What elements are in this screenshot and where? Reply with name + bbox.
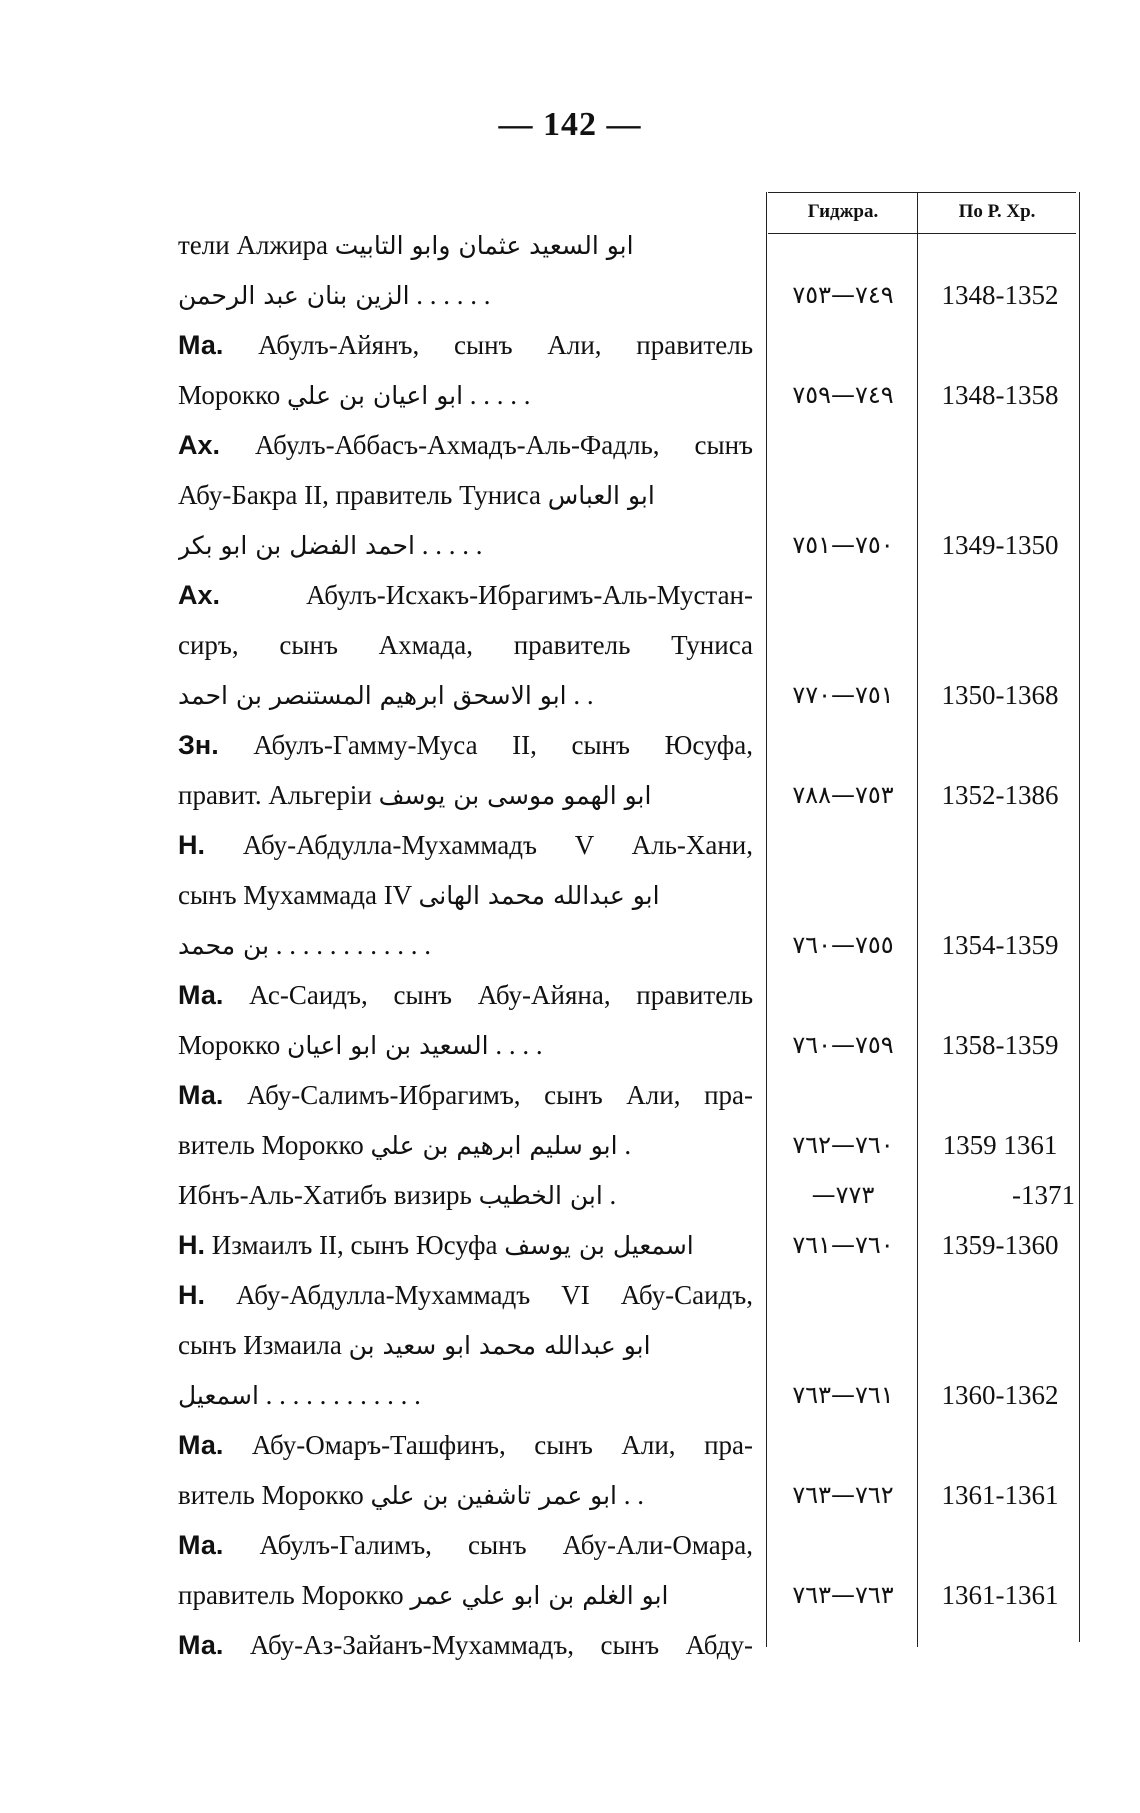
table-row bbox=[0, 1420, 1140, 1470]
entry-name: Абулъ-Аббасъ-Ахмадъ-Аль-Фадль, сынъ bbox=[254, 430, 753, 460]
dynasty-label: Ма. bbox=[178, 1080, 224, 1110]
hijra-years: ٧٥٩—٧٦٠ bbox=[792, 1031, 894, 1059]
gregorian-years bbox=[921, 1520, 1079, 1570]
entry-text bbox=[178, 820, 753, 870]
entry-text bbox=[178, 320, 753, 370]
gregorian-years bbox=[921, 970, 1079, 1020]
dynasty-label: Ма. bbox=[178, 1630, 224, 1660]
hijra-years: ٧٥٣—٧٨٨ bbox=[792, 781, 894, 809]
table-row bbox=[0, 270, 1140, 320]
entry-text bbox=[178, 1570, 753, 1620]
hijra-years: ٧٥١—٧٧٠ bbox=[792, 681, 894, 709]
entry-name: правит. Альгеріи bbox=[178, 780, 372, 810]
entry-name: Морокко bbox=[178, 1030, 281, 1060]
entry-name: сынъ Мухаммада IV bbox=[178, 880, 412, 910]
gregorian-years bbox=[921, 820, 1079, 870]
entry-text bbox=[178, 720, 753, 770]
entries-table bbox=[0, 220, 1140, 1670]
arabic-name: ابو الغلم بن ابو علي عمر bbox=[410, 1581, 669, 1610]
hijra-years bbox=[771, 1270, 915, 1320]
table-row bbox=[0, 1570, 1140, 1620]
table-row bbox=[0, 720, 1140, 770]
entry-name: сынъ Измаила bbox=[178, 1330, 342, 1360]
leader-dots: . . . . . . . . . . . . bbox=[275, 930, 432, 960]
entry-text bbox=[178, 1620, 753, 1670]
entry-text bbox=[178, 1070, 753, 1120]
gregorian-years bbox=[921, 420, 1079, 470]
gregorian-years bbox=[921, 570, 1079, 620]
dynasty-label: Ма. bbox=[178, 1530, 224, 1560]
gregorian-years: 1361-1361 bbox=[941, 1480, 1059, 1510]
entry-text bbox=[178, 1220, 753, 1270]
gregorian-years bbox=[921, 620, 1079, 670]
leader-dots: . . . . . . . . . . . . bbox=[265, 1380, 421, 1410]
entry-name: Морокко bbox=[178, 380, 281, 410]
entry-name: правитель Морокко bbox=[178, 1580, 404, 1610]
entry-name: Абу-Омаръ-Ташфинъ, сынъ Али, пра- bbox=[251, 1430, 753, 1460]
hijra-years: ٧٥٥—٧٦٠ bbox=[792, 931, 894, 959]
hijra-years: ٧٦٠—٧٦١ bbox=[792, 1231, 894, 1259]
hijra-years bbox=[771, 470, 915, 520]
entry-text bbox=[178, 220, 753, 270]
leader-dots: . bbox=[609, 1180, 617, 1210]
table-row bbox=[0, 1370, 1140, 1420]
dynasty-label: Н. bbox=[178, 830, 205, 860]
entry-text bbox=[178, 470, 753, 520]
table-row bbox=[0, 220, 1140, 270]
hijra-years: —٧٧٣ bbox=[811, 1181, 875, 1209]
table-row bbox=[0, 1470, 1140, 1520]
table-row bbox=[0, 620, 1140, 670]
arabic-name: ابن الخطيب bbox=[478, 1181, 603, 1210]
gregorian-years bbox=[921, 1320, 1079, 1370]
entry-name: Ибнъ-Аль-Хатибъ визирь bbox=[178, 1180, 472, 1210]
gregorian-years bbox=[921, 720, 1079, 770]
gregorian-years: 1352-1386 bbox=[941, 780, 1059, 810]
entry-text bbox=[178, 1320, 753, 1370]
table-row bbox=[0, 1170, 1140, 1220]
entry-name: Абу-Бакра II, правитель Туниса bbox=[178, 480, 541, 510]
arabic-name: ابو الهمو موسى بن يوسف bbox=[378, 781, 652, 810]
entry-text bbox=[178, 1420, 753, 1470]
table-row bbox=[0, 820, 1140, 870]
hijra-years bbox=[771, 870, 915, 920]
entry-text bbox=[178, 870, 753, 920]
gregorian-years bbox=[921, 1620, 1079, 1670]
hijra-years bbox=[771, 970, 915, 1020]
entry-text bbox=[178, 420, 753, 470]
arabic-name: اسمعيل بن يوسف bbox=[504, 1231, 694, 1260]
entry-text bbox=[178, 370, 753, 420]
arabic-name: ابو عمر تاشفين بن علي bbox=[370, 1481, 618, 1510]
table-row bbox=[0, 420, 1140, 470]
table-row bbox=[0, 1270, 1140, 1320]
leader-dots: . . . . bbox=[495, 1030, 543, 1060]
dynasty-label: Ма. bbox=[178, 1430, 224, 1460]
entry-name: Абулъ-Айянъ, сынъ Али, правитель bbox=[258, 330, 753, 360]
hijra-years bbox=[771, 720, 915, 770]
gregorian-years: -1371 bbox=[1012, 1180, 1075, 1210]
hijra-years: ٧٤٩—٧٥٩ bbox=[792, 381, 894, 409]
hijra-years bbox=[771, 220, 915, 270]
entry-name: сиръ, сынъ Ахмада, правитель Туниса bbox=[178, 630, 753, 660]
gregorian-years: 1350-1368 bbox=[941, 680, 1059, 710]
hijra-years: ٧٦١—٧٦٣ bbox=[792, 1381, 894, 1409]
header-hijra: Гиджра. bbox=[807, 201, 879, 222]
entry-text bbox=[178, 1470, 753, 1520]
entry-name: тели Алжира bbox=[178, 230, 329, 260]
hijra-years: ٧٦٢—٧٦٣ bbox=[792, 1481, 894, 1509]
gregorian-years: 1348-1358 bbox=[941, 380, 1059, 410]
gregorian-years: 1359-1360 bbox=[941, 1230, 1059, 1260]
leader-dots: . . . . . bbox=[469, 380, 531, 410]
entry-name: Абу-Абдулла-Мухаммадъ V Аль-Хани, bbox=[242, 830, 753, 860]
leader-dots: . . bbox=[623, 1480, 645, 1510]
leader-dots: . . . . . bbox=[421, 530, 483, 560]
leader-dots: . . . . . . bbox=[416, 280, 491, 310]
hijra-years: ٧٦٣—٧٦٣ bbox=[792, 1581, 894, 1609]
table-row bbox=[0, 1120, 1140, 1170]
entry-name: Абу-Аз-Зайанъ-Мухаммадъ, сынъ Абду- bbox=[249, 1630, 753, 1660]
hijra-years bbox=[771, 1620, 915, 1670]
gregorian-years bbox=[921, 1270, 1079, 1320]
entry-text bbox=[178, 1170, 753, 1220]
arabic-name: ابو الاسحق ابرهيم المستنصر بن احمد bbox=[178, 681, 567, 710]
gregorian-years: 1349-1350 bbox=[941, 530, 1059, 560]
entry-text bbox=[178, 270, 753, 320]
entry-text bbox=[178, 1520, 753, 1570]
gregorian-years bbox=[921, 1420, 1079, 1470]
arabic-name: السعيد بن ابو اعيان bbox=[286, 1031, 489, 1060]
hijra-years bbox=[771, 1520, 915, 1570]
arabic-name: ابو سليم ابرهيم بن علي bbox=[370, 1131, 618, 1160]
dynasty-label: Ах. bbox=[178, 580, 221, 610]
entry-name: Абулъ-Гамму-Муса II, сынъ Юсуфа, bbox=[253, 730, 753, 760]
entry-name: Абу-Салимъ-Ибрагимъ, сынъ Али, пра- bbox=[246, 1080, 753, 1110]
gregorian-years: 1361-1361 bbox=[941, 1580, 1059, 1610]
table-row bbox=[0, 1020, 1140, 1070]
table-row bbox=[0, 1320, 1140, 1370]
entry-text bbox=[178, 920, 753, 970]
entry-text bbox=[178, 1270, 753, 1320]
entry-text bbox=[178, 970, 753, 1020]
gregorian-years bbox=[921, 470, 1079, 520]
entry-text bbox=[178, 1020, 753, 1070]
table-row bbox=[0, 570, 1140, 620]
gregorian-years bbox=[921, 320, 1079, 370]
table-row bbox=[0, 1070, 1140, 1120]
dynasty-label: Ах. bbox=[178, 430, 221, 460]
gregorian-years: 1360-1362 bbox=[941, 1380, 1059, 1410]
table-row bbox=[0, 870, 1140, 920]
hijra-years bbox=[771, 1070, 915, 1120]
gregorian-years: 1359 1361 bbox=[942, 1130, 1058, 1160]
gregorian-years: 1348-1352 bbox=[941, 280, 1059, 310]
entry-text bbox=[178, 670, 753, 720]
entry-text bbox=[178, 620, 753, 670]
arabic-name: اسمعيل bbox=[178, 1381, 259, 1410]
entry-text bbox=[178, 570, 753, 620]
table-row bbox=[0, 1520, 1140, 1570]
hijra-years bbox=[771, 420, 915, 470]
arabic-name: ابو اعيان بن علي bbox=[286, 381, 464, 410]
arabic-name: بن محمد bbox=[178, 931, 270, 960]
dynasty-label: Ма. bbox=[178, 980, 224, 1010]
header-gregorian: По Р. Хр. bbox=[958, 201, 1036, 222]
leader-dots: . bbox=[624, 1130, 632, 1160]
arabic-name: ابو العباس bbox=[547, 481, 655, 510]
entry-name: Абулъ-Галимъ, сынъ Абу-Али-Омара, bbox=[259, 1530, 753, 1560]
arabic-name: ابو السعيد عثمان وابو التابيت bbox=[334, 231, 634, 260]
table-row bbox=[0, 1220, 1140, 1270]
gregorian-years bbox=[921, 870, 1079, 920]
hijra-years bbox=[771, 1420, 915, 1470]
table-row bbox=[0, 770, 1140, 820]
arabic-name: احمد الفضل بن ابو بكر bbox=[178, 531, 415, 560]
table-row bbox=[0, 320, 1140, 370]
hijra-years bbox=[771, 570, 915, 620]
hijra-years: ٧٦٠—٧٦٢ bbox=[792, 1131, 894, 1159]
hijra-years bbox=[771, 820, 915, 870]
arabic-name: ابو عبدالله محمد الهانى bbox=[418, 881, 660, 910]
table-row bbox=[0, 370, 1140, 420]
dynasty-label: Н. bbox=[178, 1230, 205, 1260]
entry-name: витель Морокко bbox=[178, 1130, 364, 1160]
gregorian-years: 1354-1359 bbox=[941, 930, 1059, 960]
hijra-years: ٧٥٠—٧٥١ bbox=[792, 531, 894, 559]
table-row bbox=[0, 970, 1140, 1020]
leader-dots: . . bbox=[573, 680, 594, 710]
gregorian-years bbox=[921, 1070, 1079, 1120]
table-row bbox=[0, 520, 1140, 570]
entry-text bbox=[178, 770, 753, 820]
arabic-name: ابو عبدالله محمد ابو سعيد بن bbox=[348, 1331, 651, 1360]
table-row bbox=[0, 1620, 1140, 1670]
entry-name: Абу-Абдулла-Мухаммадъ VI Абу-Саидъ, bbox=[236, 1280, 753, 1310]
arabic-name: الزين بنان عبد الرحمن bbox=[178, 281, 410, 310]
hijra-years: ٧٤٩—٧٥٣ bbox=[792, 281, 894, 309]
page-number: — 142 — bbox=[498, 106, 642, 143]
gregorian-years bbox=[921, 220, 1079, 270]
entry-text bbox=[178, 1120, 753, 1170]
hijra-years bbox=[771, 620, 915, 670]
dynasty-label: Ма. bbox=[178, 330, 224, 360]
entry-name: Ас-Саидъ, сынъ Абу-Айяна, правитель bbox=[249, 980, 753, 1010]
dynasty-label: Зн. bbox=[178, 730, 219, 760]
hijra-years bbox=[771, 320, 915, 370]
entry-name: Измаилъ II, сынъ Юсуфа bbox=[211, 1230, 498, 1260]
entry-name: витель Морокко bbox=[178, 1480, 364, 1510]
hijra-years bbox=[771, 1320, 915, 1370]
gregorian-years: 1358-1359 bbox=[941, 1030, 1059, 1060]
entry-text bbox=[178, 520, 753, 570]
dynasty-label: Н. bbox=[178, 1280, 205, 1310]
table-row bbox=[0, 670, 1140, 720]
entry-text bbox=[178, 1370, 753, 1420]
table-row bbox=[0, 470, 1140, 520]
entry-name: Абулъ-Исхакъ-Ибрагимъ-Аль-Мустан- bbox=[306, 580, 753, 610]
table-row bbox=[0, 920, 1140, 970]
